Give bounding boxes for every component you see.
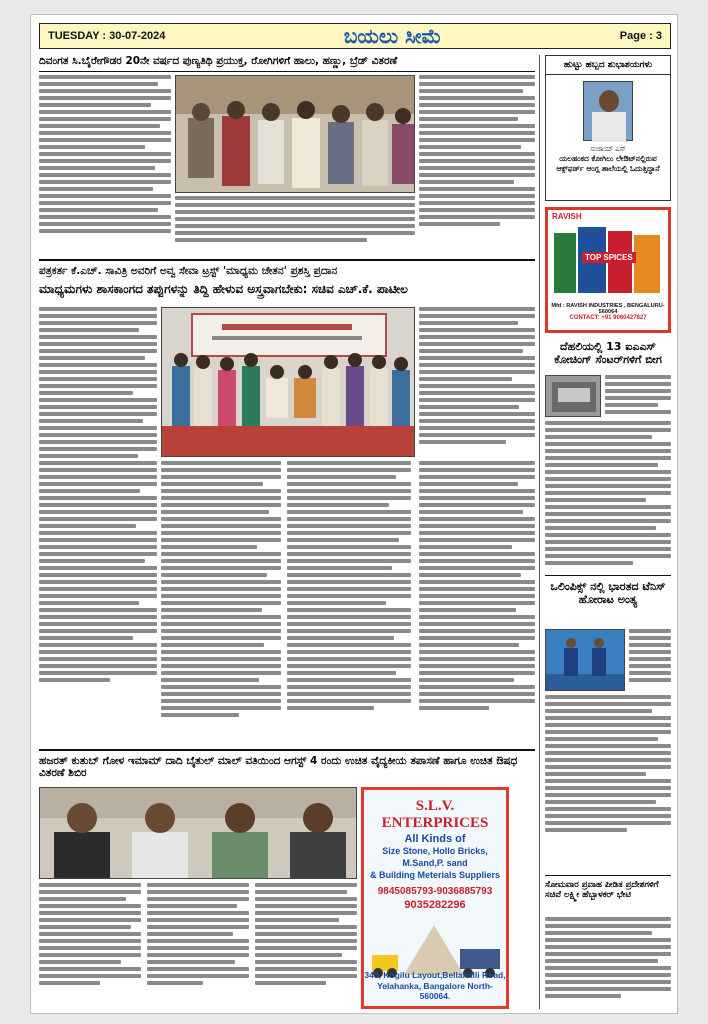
divider xyxy=(545,875,671,876)
delhi-headline: ದೆಹಲಿಯಲ್ಲಿ 13 ಐಎಎಸ್ ಕೋಚಿಂಗ್ ಸೆಂಟರ್‌ಗಳಿಗೆ ಬೀಗ xyxy=(554,340,662,366)
article-1-photo-caption xyxy=(175,196,415,254)
article-2-kicker: ಪತ್ರಕರ್ತ ಕೆ.ಎಚ್. ಸಾವಿತ್ರಿ ಅವರಿಗೆ ಅವ್ವ ಸೇವಾ ಟ್ರಸ್ಟ್ 'ಮಾಧ್ಯಮ ಚೇತನ' ಪ್ರಶಸ್ತಿ ಪ್ರದಾನ xyxy=(39,265,338,277)
ravish-ad xyxy=(545,207,671,333)
slv-ad-phone: 9845085793-9036885793 xyxy=(377,886,493,898)
article-2-body-col2 xyxy=(161,461,281,745)
masthead-page-number: Page : 3 xyxy=(619,30,662,42)
newspaper-page xyxy=(30,14,678,1014)
olympic-body xyxy=(629,629,671,691)
article-2-body-right xyxy=(419,307,535,457)
article-2-body-col3 xyxy=(287,461,411,745)
flood-headline: ಸೋಮವಾರ ಪ್ರವಾಹ ಪೀಡಿತ ಪ್ರದೇಶಗಳಿಗೆ ಸಚಿವೆ ಲಕ್ಷ್ಮೀ ಹೆಬ್ಬಾಳಕರ್ ಭೇಟಿ xyxy=(545,880,659,900)
article-1-photo xyxy=(175,75,415,193)
slv-ad-title: S.L.V. ENTERPRICES xyxy=(381,798,489,831)
masthead-title: ಬಯಲು ಸೀಮೆ xyxy=(343,24,442,48)
ravish-product-name: TOP SPICES xyxy=(582,252,636,263)
article-1-body xyxy=(39,75,171,255)
article-1-headline: ದಿವಂಗತ ಸಿ.ಬೈರೇಗೌಡರ 20ನೇ ವರ್ಷದ ಪುಣ್ಯತಿಥಿ ಪ್ರಯುಕ್ತ, ರೋಗಿಗಳಿಗೆ ಹಾಲು, ಹಣ್ಣು, ಬ್ರೆಡ್ ವಿತರಣೆ xyxy=(39,55,398,67)
article-3-photo xyxy=(39,787,357,879)
slv-ad-address: 343, Kogilu Layout,Bellahalli Road, Yelahanka, Bangalore North-560064. xyxy=(364,970,506,1002)
slv-ad-line: Size Stone, Hollo Bricks, M.Sand,P. sand xyxy=(382,846,488,868)
masthead-date: TUESDAY : 30-07-2024 xyxy=(48,30,166,42)
article-3-headline: ಹಜರತ್ ಕುತುಬ್ ಗೋಳ ಇಮಾಮ್ ದಾದಿ ಬೈತುಲ್ ಮಾಲ್ ವತಿಯಿಂದ ಆಗಸ್ಟ್ 4 ರಂದು ಉಚಿತ ವೈದ್ಯಕೀಯ ತಪಾಸಣೆ ಹಾಗೂ ಉಚಿತ ಔಷಧ ವಿತರಣೆ ಶಿಬಿರ xyxy=(39,755,518,780)
olympic-headline: ಒಲಿಂಪಿಕ್ಸ್ ನಲ್ಲಿ ಭಾರತದ ಟೆನಿಸ್ ಹೋರಾಟ ಅಂತ್ಯ xyxy=(550,580,666,606)
birthday-photo xyxy=(583,81,633,141)
ravish-logo: RAVISH xyxy=(552,212,582,221)
article-3-body xyxy=(39,883,357,1009)
ravish-mfr: Mfd : RAVISH INDUSTRIES , BENGALURU-560064 xyxy=(551,303,665,315)
olympic-photo xyxy=(545,629,625,691)
column-divider xyxy=(539,55,540,1009)
masthead xyxy=(39,23,671,49)
divider xyxy=(39,259,535,261)
delhi-body xyxy=(605,375,671,417)
article-2-body-left xyxy=(39,307,157,745)
divider xyxy=(39,749,535,751)
divider xyxy=(39,71,535,72)
birthday-box xyxy=(545,55,671,201)
slv-ad-line: All Kinds of xyxy=(404,833,466,845)
slv-ad-phone: 9035282296 xyxy=(404,899,466,912)
birthday-caption: ಯಲಹಂಕದ ಕೋಗಿಲು ಲೇಔಟ್‌ನಲ್ಲಿರುವ xyxy=(559,154,657,164)
birthday-caption: ಸುಜಾಯ್ ಎಸ್ xyxy=(590,145,626,154)
article-2-photo xyxy=(161,307,415,457)
article-1-body-right xyxy=(419,75,535,255)
ravish-contact: CONTACT: +91 9060427827 xyxy=(569,315,647,321)
birthday-title: ಹುಟ್ಟು ಹಬ್ಬದ ಶುಭಾಶಯಗಳು xyxy=(546,56,670,75)
flood-body xyxy=(545,917,671,1009)
slv-ad-line: & Building Meterials Suppliers xyxy=(369,869,501,880)
article-2-body-col4 xyxy=(419,461,535,745)
olympic-body-2 xyxy=(545,695,671,845)
delhi-body-2 xyxy=(545,421,671,571)
delhi-photo xyxy=(545,375,601,417)
birthday-caption: ಆಕ್ಸ್‌ಫರ್ಡ್ ಆಂಗ್ಲ ಶಾಲೆಯಲ್ಲಿ ಓದುತ್ತಿದ್ದಾನೆ xyxy=(556,164,660,174)
slv-enterprises-ad xyxy=(361,787,509,1009)
divider xyxy=(545,575,671,576)
article-2-headline: ಮಾಧ್ಯಮಗಳು ಶಾಸಕಾಂಗದ ತಪ್ಪುಗಳನ್ನು ತಿದ್ದಿ ಹೇಳುವ ಅಸ್ತ್ರವಾಗಬೇಕು: ಸಚಿವ ಎಚ್.ಕೆ. ಪಾಟೀಲ xyxy=(39,282,408,296)
